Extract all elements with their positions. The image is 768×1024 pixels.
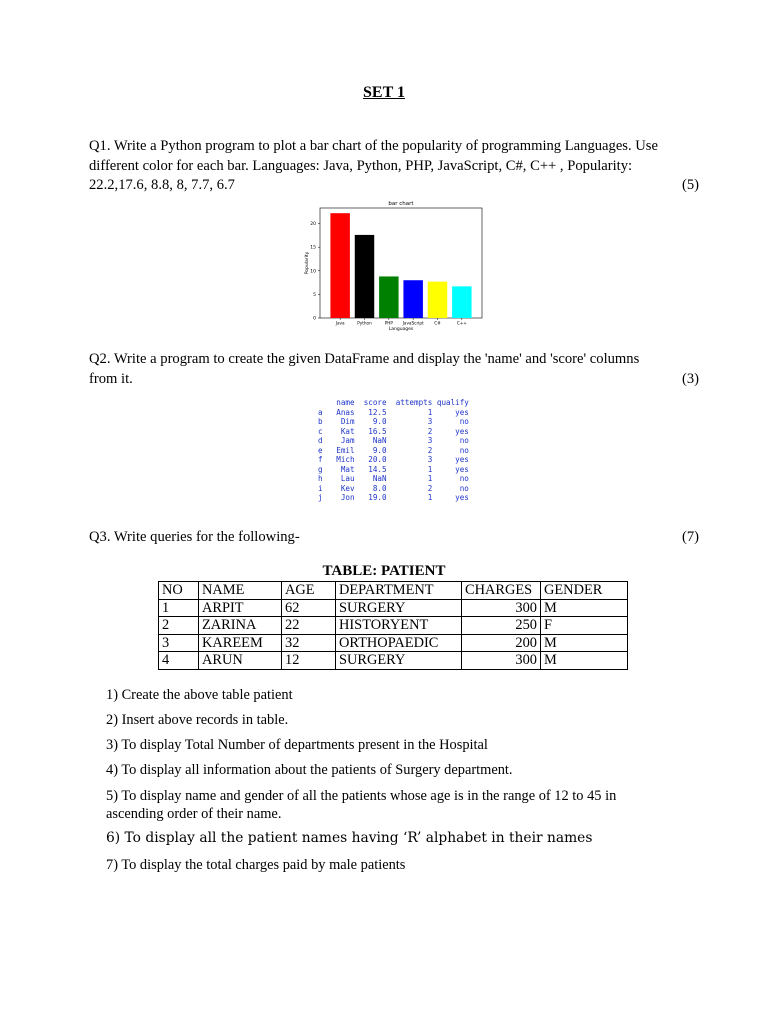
query-4: 4) To display all information about the patients of Surgery department. [106, 762, 513, 778]
table-title: TABLE: PATIENT [322, 563, 446, 579]
cell-age: 22 [282, 617, 336, 635]
query-5: 5) To display name and gender of all the patients whose age is in the range of 12 to 45 in [106, 788, 617, 804]
header-department: DEPARTMENT [336, 582, 462, 600]
cell-no: 2 [159, 617, 199, 635]
bar [355, 235, 374, 318]
page-title: SET 1 [363, 84, 405, 101]
query-5-continued: ascending order of their name. [106, 806, 282, 822]
table-row [159, 617, 628, 635]
chart-title: bar chart [388, 201, 414, 207]
question-2-line-1: Q2. Write a program to create the given DataFrame and display the 'name' and 'score' columns [89, 351, 640, 367]
cell-gender: M [541, 634, 628, 652]
cell-no: 1 [159, 599, 199, 617]
patient-table [158, 581, 628, 670]
cell-name: KAREEM [199, 634, 282, 652]
table-row [159, 634, 628, 652]
header-name: NAME [199, 582, 282, 600]
bar [452, 286, 471, 318]
question-1 [89, 137, 699, 196]
cell-department: SURGERY [336, 599, 462, 617]
query-3: 3) To display Total Number of departments present in the Hospital [106, 737, 488, 753]
cell-department: ORTHOPAEDIC [336, 634, 462, 652]
cell-charges: 250 [462, 617, 541, 635]
header-gender: GENDER [541, 582, 628, 600]
question-1-line-1: Q1. Write a Python program to plot a bar chart of the popularity of programming Languages. Use [89, 138, 658, 154]
bar [428, 282, 447, 318]
cell-name: ARPIT [199, 599, 282, 617]
x-tick-label: C# [434, 320, 441, 326]
question-3 [89, 528, 699, 548]
dataframe-output [318, 398, 496, 508]
table-header-row [159, 582, 628, 600]
bar-chart-svg [298, 198, 488, 334]
query-2: 2) Insert above records in table. [106, 712, 289, 728]
bar [379, 276, 398, 318]
cell-age: 32 [282, 634, 336, 652]
query-6: 6) To display all the patient names having ‘R’ alphabet in their names [106, 830, 593, 846]
cell-gender: M [541, 652, 628, 670]
y-tick-label: 15 [310, 245, 316, 251]
header-no: NO [159, 582, 199, 600]
header-charges: CHARGES [462, 582, 541, 600]
cell-department: HISTORYENT [336, 617, 462, 635]
x-tick-label: PHP [384, 320, 393, 326]
dataframe-text: name score attempts qualify a Anas 12.5 1 yes b Dim 9.0 3 no c Kat 16.5 2 yes d Jam NaN 3 no e Emil 9.0 2 no f Mich 20.0 3 yes g Mat 14.5 1 yes h Lau NaN 1 no i Kev 8.0 2 no j Jon 19.0 1 yes [318, 398, 469, 502]
cell-charges: 300 [462, 652, 541, 670]
x-tick-label: Python [357, 320, 372, 326]
x-tick-label: C++ [456, 320, 467, 326]
cell-department: SURGERY [336, 652, 462, 670]
cell-gender: M [541, 599, 628, 617]
cell-no: 4 [159, 652, 199, 670]
table-row [159, 652, 628, 670]
cell-charges: 300 [462, 599, 541, 617]
y-tick-label: 20 [310, 222, 316, 228]
question-1-line-3: 22.2,17.6, 8.8, 8, 7.7, 6.7 [89, 177, 235, 193]
question-2-line-2: from it. [89, 370, 133, 387]
question-3-line-1: Q3. Write queries for the following- [89, 529, 300, 545]
cell-name: ZARINA [199, 617, 282, 635]
y-axis-label: Popularity [305, 251, 310, 275]
cell-no: 3 [159, 634, 199, 652]
table-row [159, 599, 628, 617]
cell-age: 12 [282, 652, 336, 670]
bar [403, 280, 422, 318]
question-2 [89, 350, 699, 389]
header-age: AGE [282, 582, 336, 600]
question-3-marks: (7) [681, 529, 699, 545]
cell-age: 62 [282, 599, 336, 617]
query-1: 1) Create the above table patient [106, 687, 293, 703]
x-axis-label: Languages [388, 327, 414, 332]
y-tick-label: 0 [313, 316, 316, 322]
x-tick-label: JavaScript [402, 320, 424, 326]
cell-name: ARUN [199, 652, 282, 670]
question-1-line-2: different color for each bar. Languages: Java, Python, PHP, JavaScript, C#, C++ , Popularity: [89, 157, 633, 174]
question-2-marks: (3) [681, 370, 699, 387]
y-tick-label: 5 [313, 292, 316, 298]
y-tick-label: 10 [310, 269, 316, 275]
question-1-marks: (5) [681, 177, 699, 193]
cell-gender: F [541, 617, 628, 635]
query-7: 7) To display the total charges paid by male patients [106, 857, 406, 873]
cell-charges: 200 [462, 634, 541, 652]
bar [330, 213, 349, 318]
x-tick-label: Java [335, 320, 345, 326]
bar-chart [298, 198, 488, 334]
